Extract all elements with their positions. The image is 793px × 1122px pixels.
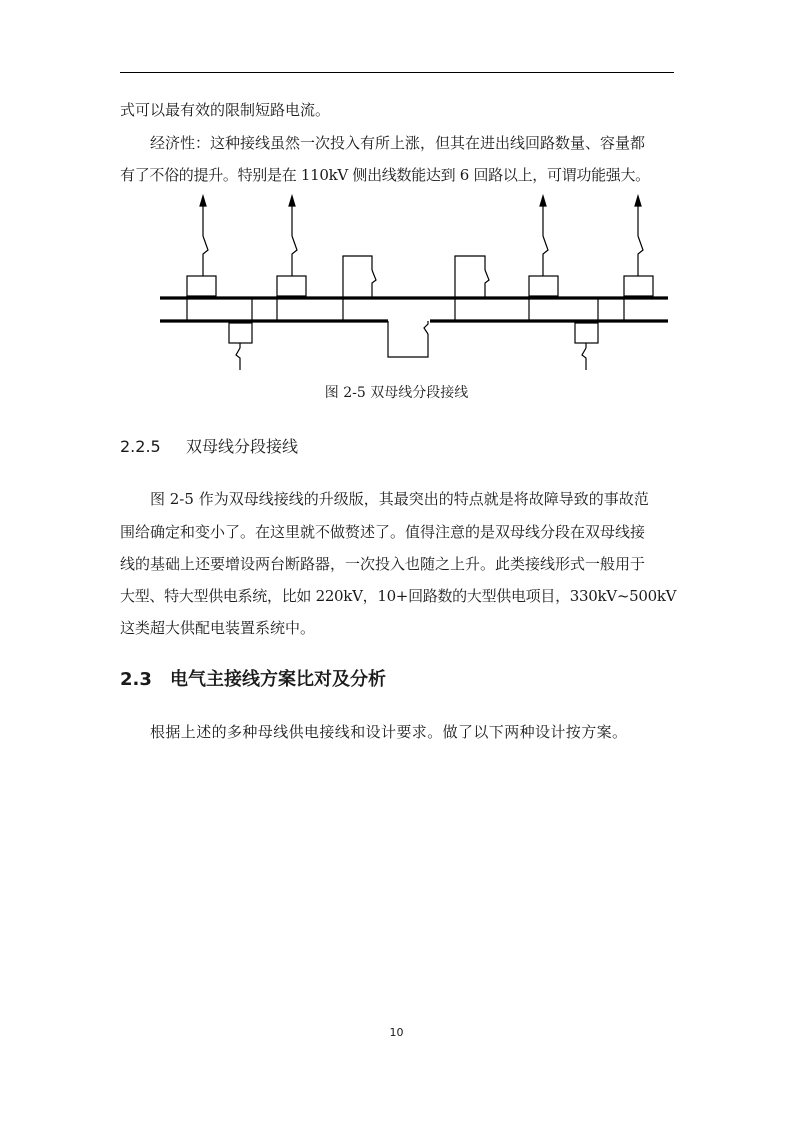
section-breaker [388,321,428,357]
header-rule [120,72,674,73]
paragraph-line: 这类超大供配电装置系统中。 [120,619,316,637]
feeder-up-2 [277,196,306,322]
paragraph-line: 有了不俗的提升。特别是在 110kV 侧出线数能达到 6 回路以上，可谓功能强大。 [120,166,650,184]
section-title: 电气主接线方案比对及分析 [170,669,386,690]
double-busbar-sectionalized-diagram [150,190,690,375]
paragraph-line: 式可以最有效的限制短路电流。 [120,101,331,119]
paragraph-line: 图 2-5 作为双母线接线的升级版，其最突出的特点就是将故障导致的事故范 [150,490,649,508]
bus-coupler-right [455,256,489,321]
feeder-down-2 [575,298,598,370]
section-heading [120,434,298,457]
section-title: 双母线分段接线 [186,437,299,456]
section-heading [120,665,386,691]
paragraph-line: 根据上述的多种母线供电接线和设计要求。做了以下两种设计按方案。 [150,723,628,741]
page-number: 10 [389,1026,404,1039]
paragraph-line: 围给确定和变小了。在这里就不做赘述了。值得注意的是双母线分段在双母线接 [120,523,646,541]
bus-coupler-left [343,256,376,321]
paragraph-line: 线的基础上还要增设两台断路器，一次投入也随之上升。此类接线形式一般用于 [120,555,646,573]
paragraph-line: 大型、特大型供电系统，比如 220kV，10+回路数的大型供电项目，330kV~500kV [120,587,677,605]
feeder-up-3 [529,196,558,322]
feeder-up-1 [187,196,216,322]
feeder-down-1 [229,298,252,370]
figure-caption: 图 2-5 双母线分段接线 [324,385,469,401]
section-number: 2.3 [120,669,152,690]
feeder-up-4 [624,196,653,322]
paragraph-line: 经济性：这种接线虽然一次投入有所上涨，但其在进出线回路数量、容量都 [150,134,646,152]
section-number: 2.2.5 [120,437,161,456]
